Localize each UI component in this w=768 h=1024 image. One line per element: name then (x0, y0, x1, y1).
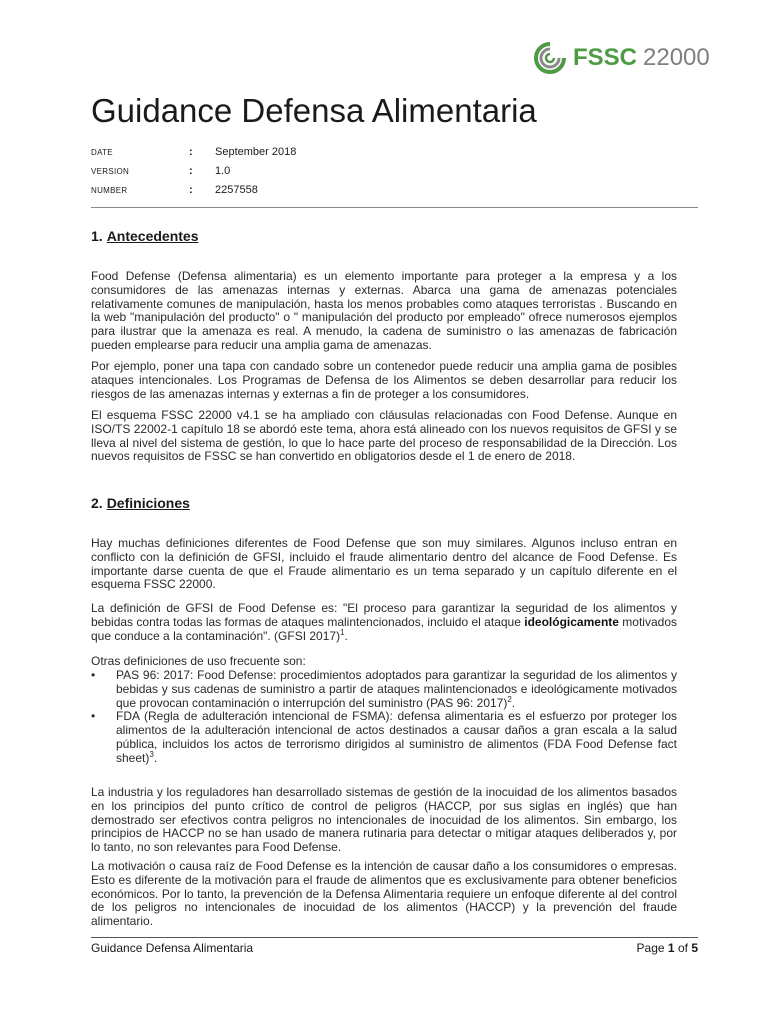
meta-row-number (91, 184, 691, 203)
paragraph: Hay muchas definiciones diferentes de Food Defense que son muy similares. Algunos incluso entran en conflicto con la definición de GFSI, incluido el fraude alimentario dentro del alcance de Food Defense. Es importante darse cuenta de que el Fraude alimentario es un tema separado y un capítulo diferente en el esquema FSSC 22000. (91, 536, 677, 592)
section-number: 2. (91, 495, 103, 511)
document-title: Guidance Defensa Alimentaria (91, 92, 537, 129)
text-run: La definición de GFSI de Food Defense es: "El proceso para garantizar la seguridad de los alimentos y bebidas contra todas las formas de ataques malintencionados, incluido el ataque (91, 601, 677, 629)
section-heading-antecedentes (91, 228, 199, 244)
footnote-ref: 2 (507, 694, 512, 704)
header-divider (91, 207, 698, 208)
section-title: Antecedentes (106, 228, 199, 244)
page-total: 5 (691, 941, 698, 955)
text-run: . (344, 628, 348, 643)
paragraph-gfsi-definition (91, 602, 677, 643)
text-run: motivados que conduce a la contaminación". (GFSI 2017) (91, 614, 677, 643)
meta-key: NUMBER (91, 186, 128, 195)
paragraph: El esquema FSSC 22000 v4.1 se ha ampliado con cláusulas relacionadas con Food Defense. Aunque en ISO/TS 22002-1 capítulo 18 se abordó este tema, ahora está alineado con los nuevos requisitos de GFSI y se lleva al nivel del sistema de gestión, lo que lo hace parte del proceso de responsabilidad de la Dirección. Los nuevos requisitos de FSSC se han convertido en obligatorios desde el 1 de enero de 2018. (91, 408, 677, 464)
meta-key: VERSION (91, 167, 130, 176)
list-item (91, 669, 677, 710)
text-run: . (153, 750, 158, 765)
paragraph: La motivación o causa raíz de Food Defense es la intención de causar daño a los consumidores o empresas. Esto es diferente de la motivación para el fraude de alimentos que es exclusivamente para obtener beneficios económicos. Por lo tanto, la prevención de la Defensa Alimentaria requiere un enfoque diferente al del control de los peligros no intencionales de inocuidad de los alimentos (HACCP) y la prevención del fraude alimentario. (91, 859, 677, 929)
paragraph: Otras definiciones de uso frecuente son: (91, 654, 306, 668)
section-number: 1. (91, 228, 103, 244)
bullet-icon: • (91, 709, 96, 724)
text-run: . (511, 695, 516, 710)
meta-separator: : (189, 146, 193, 158)
meta-value: September 2018 (215, 146, 297, 158)
page-current: 1 (667, 941, 675, 955)
meta-row-date (91, 146, 691, 165)
meta-value: 1.0 (215, 165, 231, 177)
paragraph: Por ejemplo, poner una tapa con candado sobre un contenedor puede reducir una amplia gama de posibles ataques intencionales. Los Programas de Defensa de los Alimentos se deben desarrollar para reducir los riesgos de las amenazas internas y externas a fin de proteger a los consumidores. (91, 359, 677, 401)
meta-key: DATE (91, 148, 113, 157)
logo-brand: FSSC (573, 44, 638, 71)
bullet-icon: • (91, 668, 96, 682)
page-of: of (677, 941, 688, 955)
meta-separator: : (189, 165, 193, 177)
section-title: Definiciones (106, 495, 190, 511)
meta-separator: : (189, 184, 193, 196)
meta-row-version (91, 165, 691, 184)
paragraph: La industria y los reguladores han desarrollado sistemas de gestión de la inocuidad de los alimentos basados en los principios del punto crítico de control de peligros (HACCP, por sus siglas en inglés) que han demostrado ser efectivos contra peligros no intencionales de inocuidad de los alimentos. Sin embargo, los principios de HACCP no se han usado de manera rutinaria para detectar o mitigar ataques deliberados y, por lo tanto, no son relevantes para Food Defense. (91, 785, 677, 855)
bold-text: ideológicamente (524, 614, 619, 629)
page-indicator (591, 941, 698, 955)
logo-number: 22000 (643, 44, 710, 71)
list-item-text: FDA (Regla de adulteración intencional de FSMA): defensa alimentaria es el esfuerzo por proteger los alimentos de la adulteración intencional de actos destinados a causar daños a gran escala a la salud pública, incluidos los actos de terrorismo dirigidos al suministro de alimentos (FDA Food Defense fact sheet) (116, 709, 677, 765)
page-label: Page (636, 941, 665, 955)
section-heading-definiciones (91, 495, 190, 511)
footer-document-title: Guidance Defensa Alimentaria (91, 941, 254, 955)
paragraph: Food Defense (Defensa alimentaria) es un elemento importante para proteger a la empresa y a los consumidores de las amenazas internas y externas. Abarca una gama de amenazas potenciales relativamente comunes de manipulación, hasta los menos probables como ataques terroristas . Buscando en la web "manipulación del producto" o " manipulación del producto por empleado" ofrece numerosos ejemplos para ilustrar que la amenaza es real. A menudo, la cadena de suministro o las amenazas de fabricación pueden emplearse para reducir una amplia gama de amenazas. (91, 269, 677, 352)
fssc-logo (533, 40, 710, 76)
list-item-text: PAS 96: 2017: Food Defense: procedimientos adoptados para garantizar la seguridad de los alimentos y bebidas y sus cadenas de suministro a partir de ataques malintencionados e ideológicamente motivados que provocan contaminación o interrupción del suministro (PAS 96: 2017) (116, 668, 677, 710)
footnote-ref: 3 (149, 749, 154, 759)
footnote-ref: 1 (340, 627, 345, 637)
document-meta (91, 146, 691, 203)
meta-value: 2257558 (215, 184, 258, 196)
list-item (91, 710, 677, 765)
definitions-list (91, 669, 677, 766)
fssc-swirl-icon (533, 41, 567, 75)
footer-divider (91, 937, 698, 938)
